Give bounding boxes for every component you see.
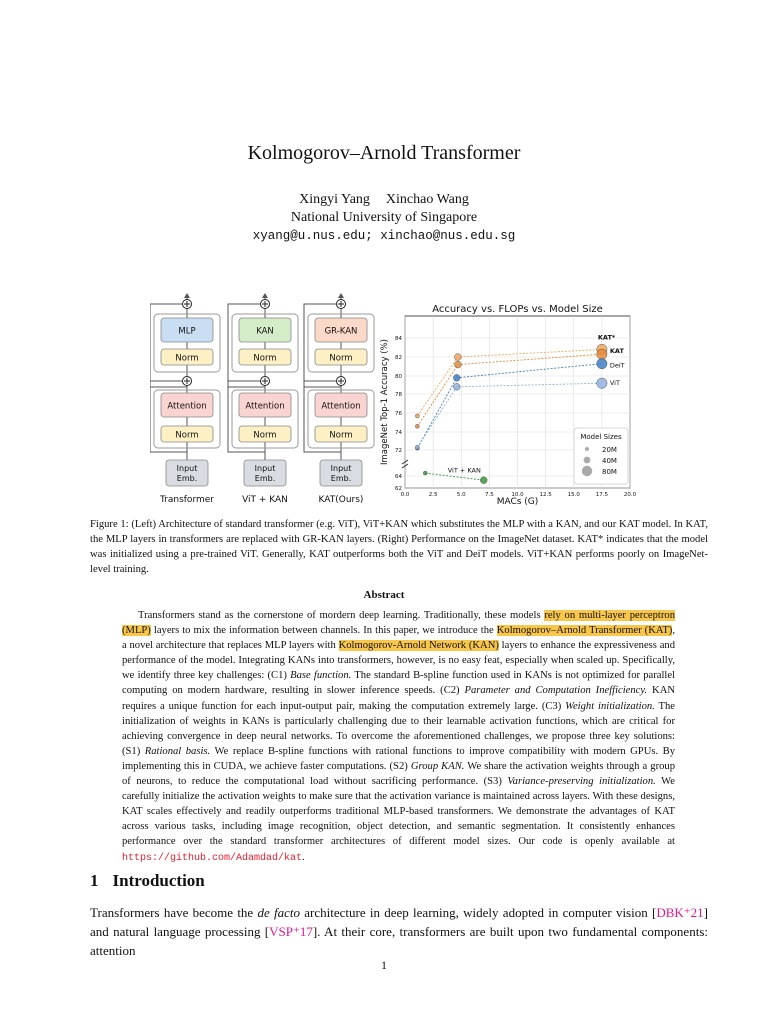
paper-title: Kolmogorov–Arnold Transformer <box>247 142 521 164</box>
embed-label: Input <box>254 464 276 473</box>
architecture-figure <box>150 292 382 508</box>
abstract-heading: Abstract <box>363 589 405 601</box>
section-heading <box>90 871 205 891</box>
series-label: DeiT <box>609 361 625 370</box>
norm-block-label: Norm <box>329 430 353 441</box>
series-label: KAT* <box>597 333 616 342</box>
arrow-head <box>338 293 344 298</box>
citation-link[interactable]: DBK⁺21 <box>656 905 704 920</box>
page-number: 1 <box>381 958 387 972</box>
data-point <box>415 445 419 449</box>
data-point <box>453 374 460 381</box>
y-tick-label: 76 <box>395 411 402 417</box>
y-tick-label: 64 <box>395 474 402 480</box>
x-tick-label: 2.5 <box>428 492 438 498</box>
data-point <box>454 361 461 368</box>
author-name: Xingyi Yang <box>299 192 370 207</box>
top-block-label: GR-KAN <box>324 326 358 337</box>
architecture-label: KAT(Ours) <box>318 495 364 505</box>
x-tick-label: 20.0 <box>623 492 637 498</box>
citation-link[interactable]: VSP⁺17 <box>269 924 313 939</box>
series-label: KAT <box>609 347 624 356</box>
code-link[interactable]: https://github.com/Adamdad/kat <box>122 852 303 864</box>
norm-block-label: Norm <box>329 353 353 364</box>
chart-legend <box>574 428 628 484</box>
x-axis-label: MACs (G) <box>496 497 539 506</box>
attention-block-label: Attention <box>167 401 207 412</box>
embed-label: Input <box>176 464 198 473</box>
legend-title: Model Sizes <box>580 433 622 441</box>
embed-label: Emb. <box>176 474 198 483</box>
section-number: 1 <box>90 871 99 890</box>
affiliation: National University of Singapore <box>290 210 478 225</box>
arrow-head <box>184 293 190 298</box>
norm-block-label: Norm <box>253 430 277 441</box>
section-title: Introduction <box>112 871 205 890</box>
x-tick-label: 17.5 <box>595 492 608 498</box>
y-tick-label: 74 <box>395 430 402 436</box>
data-point <box>597 358 607 368</box>
legend-marker <box>585 447 589 451</box>
architecture-column <box>304 293 374 505</box>
abstract-body: Transformers stand as the cornerstone of mordern deep learning. Traditionally, these models rely on multi-layer perceptron (MLP) layers to mix the information between channels. In this paper, we introduce the Kolmogorov–Arnold Transformer (KAT), a novel architecture that replaces MLP layers with Kolmogorov-Arnold Network (KAN) layers to enhance the expressiveness and performance of the model. Integrating KANs into transformers, however, is no easy feat, especially when scaled up. Specifically, we identify three key challenges: (C1) Base function. The standard B-spline function used in KANs is not optimized for parallel computing on modern hardware, resulting in slower inference speeds. (C2) Parameter and Computation Inefficiency. KAN requires a unique function for each input-output pair, making the computation extremely large. (C3) Weight initialization. The initialization of weights in KANs is particularly challenging due to their learnable activation functions, which are critical for achieving convergence in deep neural networks. To overcome the aforementioned challenges, we propose three key solutions: (S1) Rational basis. We replace B-spline functions with rational functions to improve compatibility with modern GPUs. By implementing this in CUDA, we achieve faster computations. (S2) Group KAN. We share the activation weights through a group of neurons, to reduce the computational load without sacrificing performance. (S3) Variance-preserving initialization. We carefully initialize the activation weights to make sure that the activation variance is maintained across layers. With these designs, KAT scales effectively and readily outperforms traditional MLP-based transformers. We demonstrate the advantages of KAT across various tasks, including image recognition, object detection, and semantic segmentation. It consistently enhances performance over the standard transformer architectures of different model sizes. Our code is openly available at https://github.com/Adamdad/kat. <box>122 610 676 864</box>
highlight: Kolmogorov-Arnold Network (KAN) <box>338 640 499 652</box>
y-tick-label: 80 <box>395 374 402 380</box>
architecture-column <box>150 293 220 505</box>
norm-block-label: Norm <box>175 353 199 364</box>
architecture-label: Transformer <box>159 495 215 505</box>
embed-label: Input <box>330 464 352 473</box>
intro-paragraph: Transformers have become the de facto architecture in deep learning, widely adopted in computer vision [DBK⁺21] and natural language processing [VSP⁺17]. At their core, transformers are built upon two fundamental components: attention <box>90 905 708 958</box>
series-label: ViT + KAN <box>447 466 481 475</box>
legend-marker <box>582 466 592 476</box>
residual-connection <box>150 304 187 387</box>
residual-connection <box>228 304 265 387</box>
residual-connection <box>304 304 341 387</box>
data-point <box>454 354 461 361</box>
y-tick-label: 78 <box>395 392 402 398</box>
data-point <box>480 477 487 484</box>
author-list <box>0 192 768 208</box>
norm-block-label: Norm <box>175 430 199 441</box>
architecture-column <box>228 293 298 505</box>
chart-title: Accuracy vs. FLOPs vs. Model Size <box>432 304 603 315</box>
x-tick-label: 12.5 <box>539 492 552 498</box>
x-tick-label: 0.0 <box>400 492 410 498</box>
norm-block-label: Norm <box>253 353 277 364</box>
legend-entry: 40M <box>602 457 617 465</box>
data-point <box>415 424 419 428</box>
series-label: ViT <box>609 379 620 388</box>
data-point <box>415 414 419 418</box>
y-tick-label: 84 <box>395 336 402 342</box>
x-tick-label: 5.0 <box>456 492 466 498</box>
figure-caption: Figure 1: (Left) Architecture of standard transformer (e.g. ViT), ViT+KAN which substitutes the MLP with a KAN, and our KAT model. In KAT, the MLP layers in transformers are replaced with GR-KAN layers. (Right) Performance on the ImageNet dataset. KAT* indicates that the model was initialized using a pre-trained ViT. Generally, KAT outperforms both the ViT and DeiT models. ViT+KAN performs poorly on ImageNet-level training. <box>90 519 708 575</box>
embed-label: Emb. <box>330 474 352 483</box>
x-tick-label: 15.0 <box>567 492 580 498</box>
y-tick-label: 62 <box>395 486 402 492</box>
data-point <box>597 349 607 359</box>
y-tick-label: 82 <box>395 355 402 361</box>
legend-entry: 80M <box>602 468 617 476</box>
top-block-label: KAN <box>256 326 274 337</box>
data-point <box>453 383 460 390</box>
email-line: xyang@u.nus.edu; xinchao@nus.edu.sg <box>252 229 516 243</box>
y-axis-label: ImageNet Top-1 Accuracy (%) <box>380 339 390 465</box>
legend-marker <box>584 457 591 464</box>
y-tick-label: 72 <box>395 448 402 454</box>
attention-block-label: Attention <box>245 401 285 412</box>
embed-label: Emb. <box>254 474 276 483</box>
highlight: rely on multi-layer perceptron (MLP) <box>122 610 675 637</box>
x-tick-label: 7.5 <box>485 492 494 498</box>
author-name: Xinchao Wang <box>385 192 469 207</box>
top-block-label: MLP <box>178 326 196 337</box>
legend-entry: 20M <box>602 446 617 454</box>
highlight: Kolmogorov–Arnold Transformer (KAT) <box>496 625 673 637</box>
arrow-head <box>262 293 268 298</box>
data-point <box>423 471 427 475</box>
attention-block-label: Attention <box>321 401 361 412</box>
x-tick-label: 10.0 <box>511 492 524 498</box>
architecture-label: ViT + KAN <box>242 495 288 505</box>
data-point <box>597 378 607 388</box>
accuracy-chart <box>378 300 644 506</box>
